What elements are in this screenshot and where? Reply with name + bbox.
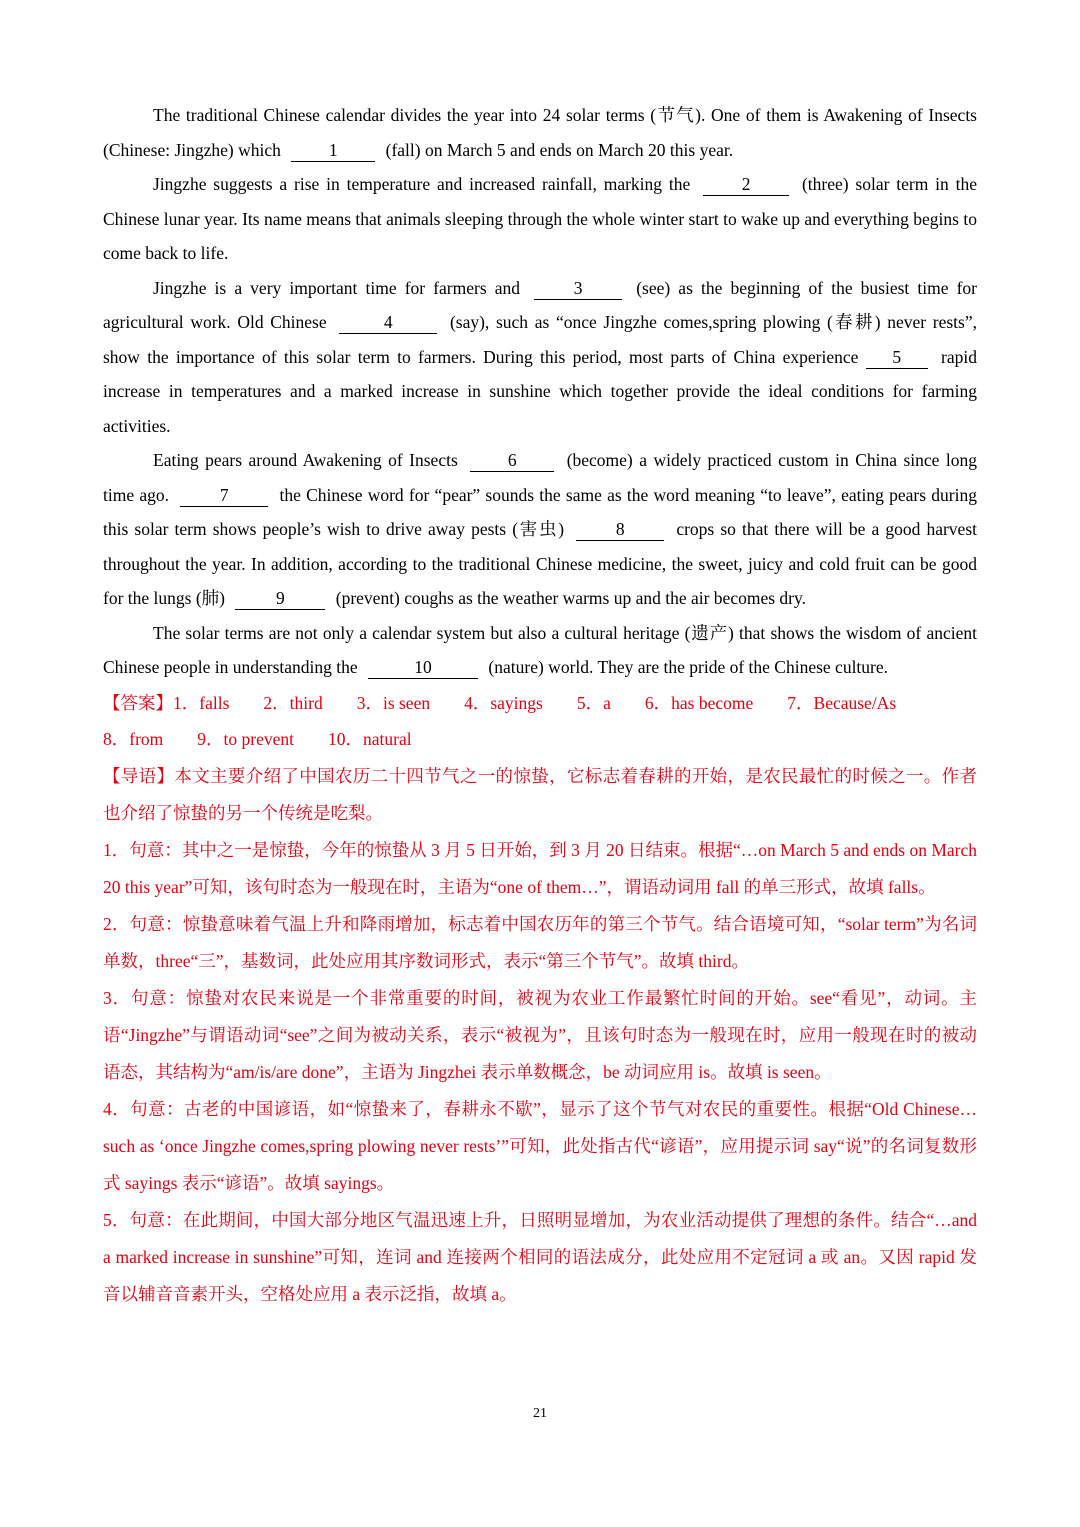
blank-2: 2 [703, 173, 789, 196]
answer-section [103, 685, 977, 758]
explanation-item: 4．句意：古老的中国谚语，如“惊蛰来了，春耕永不歇”，显示了这个节气对农民的重要性。根据“Old Chinese… such as ‘once Jingzhe comes,spring plowing never rests’”可知，此处指古代“谚语”，应用提示词 say“说”的名词复数形式 sayings 表示“谚语”。故填 sayings。 [103, 1098, 977, 1193]
answer-item: 1．falls [173, 692, 230, 713]
blank-8: 8 [576, 518, 664, 541]
blank-5: 5 [866, 346, 928, 369]
blank-9: 9 [235, 587, 325, 610]
explanation-item: 1．句意：其中之一是惊蛰，今年的惊蛰从 3 月 5 日开始，到 3 月 20 日结束。根据“…on March 5 and ends on March 20 this year”可知，该句时态为一般现在时，主语为“one of them…”，谓语动词用 fall 的单三形式，故填 falls。 [103, 839, 977, 897]
explanation-item: 3．句意：惊蛰对农民来说是一个非常重要的时间，被视为农业工作最繁忙时间的开始。see“看见”，动词。主语“Jingzhe”与谓语动词“see”之间为被动关系，表示“被视为”，且该句时态为一般现在时，应用一般现在时的被动语态，其结构为“am/is/are done”，主语为 Jingzhei 表示单数概念，be 动词应用 is。故填 is seen。 [103, 987, 977, 1082]
passage-paragraph: Jingzhe is a very important time for farmers and 3 (see) as the beginning of the busiest time for agricultural work. Old Chinese 4 (say), such as “once Jingzhe comes,spring plowing (春耕) never rests”, show the importance of this solar term to farmers. During this period, most parts of China experience 5 rapid increase in temperatures and a marked increase in sunshine which together provide the ideal conditions for farming activities. [103, 277, 977, 436]
blank-6: 6 [470, 449, 554, 472]
explanations [103, 832, 977, 1313]
blank-1: 1 [291, 139, 375, 162]
answer-item: 7．Because/As [787, 692, 897, 713]
explanation-item: 5．句意：在此期间，中国大部分地区气温迅速上升，日照明显增加，为农业活动提供了理想的条件。结合“…and a marked increase in sunshine”可知，连词 and 连接两个相同的语法成分，此处应用不定冠词 a 或 an。又因 rapid 发音以辅音音素开头，空格处应用 a 表示泛指，故填 a。 [103, 1209, 977, 1304]
answer-item: 2．third [263, 692, 323, 713]
passage-paragraph: Jingzhe suggests a rise in temperature and increased rainfall, marking the 2 (three) solar term in the Chinese lunar year. Its name means that animals sleeping through the whole winter start to wake up and everything begins to come back to life. [103, 174, 977, 263]
intro-guide: 【导语】本文主要介绍了中国农历二十四节气之一的惊蛰，它标志着春耕的开始，是农民最忙的时候之一。作者也介绍了惊蛰的另一个传统是吃梨。 [103, 765, 977, 823]
explanation-item: 2．句意：惊蛰意味着气温上升和降雨增加，标志着中国农历年的第三个节气。结合语境可知，“solar term”为名词单数，three“三”，基数词，此处应用其序数词形式，表示“第三个节气”。故填 third。 [103, 913, 977, 971]
passage-paragraph: Eating pears around Awakening of Insects 6 (become) a widely practiced custom in China since long time ago. 7 the Chinese word for “pear” sounds the same as the word meaning “to leave”, eating pears during this solar term shows people’s wish to drive away pests (害虫) 8 crops so that there will be a good harvest throughout the year. In addition, according to the traditional Chinese medicine, the sweet, juicy and cold fruit can be good for the lungs (肺) 9 (prevent) coughs as the weather warms up and the air becomes dry. [103, 450, 977, 608]
answer-item: 9．to prevent [197, 729, 294, 749]
answer-row-2 [103, 721, 977, 758]
answer-item: 6．has become [644, 692, 754, 713]
page-number: 21 [533, 1406, 547, 1421]
answer-item: 4．sayings [464, 692, 543, 713]
answer-item: 3．is seen [356, 692, 431, 713]
passage-paragraph: The solar terms are not only a calendar system but also a cultural heritage (遗产) that shows the wisdom of ancient Chinese people in understanding the 10 (nature) world. They are the pride of the Chinese culture. [103, 622, 977, 677]
page-content [103, 98, 977, 1313]
answer-item: 5．a [576, 692, 611, 713]
answer-item: 10．natural [328, 729, 412, 749]
passage-paragraph: The traditional Chinese calendar divides the year into 24 solar terms (节气). One of them is Awakening of Insects (Chinese: Jingzhe) which 1 (fall) on March 5 and ends on March 20 this year. [103, 105, 977, 160]
passage [103, 98, 977, 685]
answer-row-1 [103, 685, 977, 722]
blank-3: 3 [534, 277, 622, 300]
answer-label: 【答案】 [103, 692, 173, 713]
blank-4: 4 [339, 311, 437, 334]
answer-item: 8．from [103, 729, 164, 749]
blank-10: 10 [368, 656, 478, 679]
blank-7: 7 [180, 484, 268, 507]
